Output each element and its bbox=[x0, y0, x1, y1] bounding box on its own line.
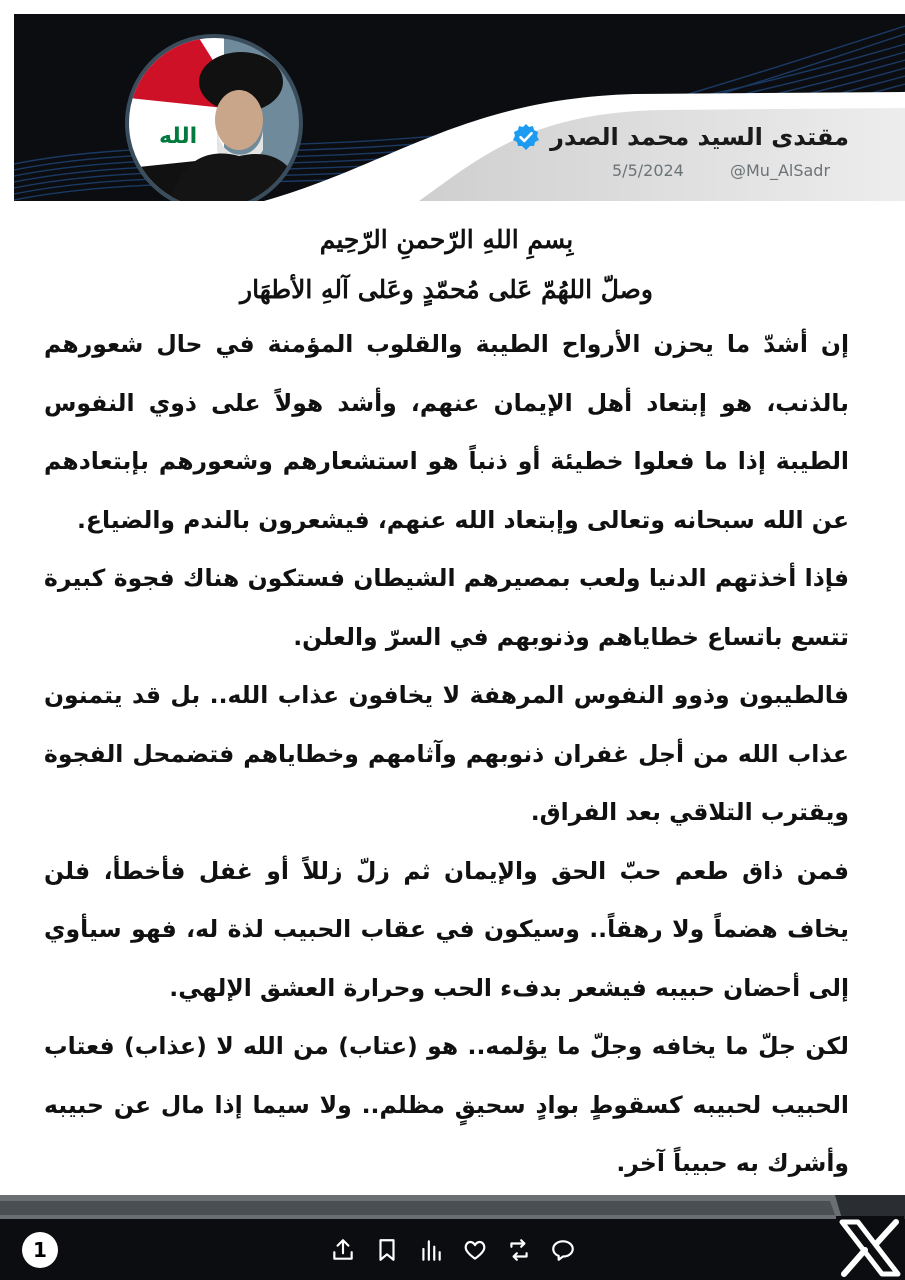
x-logo-icon bbox=[836, 1216, 904, 1280]
profile-handle[interactable]: @Mu_AlSadr bbox=[730, 161, 831, 180]
reply-icon[interactable] bbox=[550, 1237, 576, 1263]
paragraph: فالطيبون وذوو النفوس المرهفة لا يخافون عذاب الله.. بل قد يتمنون عذاب الله من أجل غفران ذنوبهم وآثامهم وخطاياهم فتضمحل الفجوة ويقترب التلاقي بعد الفراق. bbox=[44, 681, 849, 826]
page-number-badge: 1 bbox=[22, 1232, 58, 1268]
share-icon[interactable] bbox=[330, 1237, 356, 1263]
avatar[interactable] bbox=[125, 34, 303, 201]
repost-icon[interactable] bbox=[506, 1237, 532, 1263]
footer-separator bbox=[0, 1193, 905, 1219]
profile-name[interactable]: مقتدى السيد محمد الصدر bbox=[550, 123, 849, 151]
paragraph: فمن ذاق طعم حبّ الحق والإيمان ثم زلّ زللاً أو غفل فأخطأ، فلن يخاف هضماً ولا رهقاً.. وسيكون في عقاب الحبيب لذة له، فهو سيأوي إلى أحضان حبيبه فيشعر بدفء الحب وحرارة العشق الإلهي. bbox=[44, 856, 849, 1002]
bookmark-icon[interactable] bbox=[374, 1237, 400, 1263]
post-actions bbox=[330, 1236, 576, 1264]
verified-badge-icon bbox=[512, 123, 540, 151]
paragraph: لكن جلّ ما يخافه وجلّ ما يؤلمه.. هو (عتاب) من الله لا (عذاب) فعتاب الحبيب لحبيبه كسقوطٍ بوادٍ سحيقٍ مظلم.. ولا سيما إذا مال عن حبيبه وأشرك به حبيباً آخر. bbox=[44, 1032, 849, 1177]
svg-text:الله: الله bbox=[159, 124, 198, 149]
views-icon[interactable] bbox=[418, 1237, 444, 1263]
post-body bbox=[44, 215, 849, 1193]
post-date: 5/5/2024 bbox=[612, 161, 684, 180]
paragraph: فإذا أخذتهم الدنيا ولعب بمصيرهم الشيطان فستكون هناك فجوة كبيرة تتسع باتساع خطاياهم وذنوبهم في السرّ والعلن. bbox=[44, 564, 849, 651]
like-icon[interactable] bbox=[462, 1237, 488, 1263]
profile-name-row bbox=[512, 123, 849, 151]
paragraph: إن أشدّ ما يحزن الأرواح الطيبة والقلوب المؤمنة في حال شعورهم بالذنب، هو إبتعاد أهل الإيمان عنهم، وأشد هولاً على ذوي النفوس الطيبة إذا ما فعلوا خطيئة أو ذنباً هو استشعارهم وشعورهم بإبتعادهم عن الله سبحانه وتعالى وإبتعاد الله عنهم، فيشعرون بالندم والضياع. bbox=[44, 330, 849, 534]
salawat-line: وصلّ اللهُمّ عَلى مُحمّدٍ وعَلى آلهِ الأطهَار bbox=[240, 275, 653, 304]
basmala-line: بِسمِ اللهِ الرّحمنِ الرّحِيم bbox=[319, 225, 574, 254]
